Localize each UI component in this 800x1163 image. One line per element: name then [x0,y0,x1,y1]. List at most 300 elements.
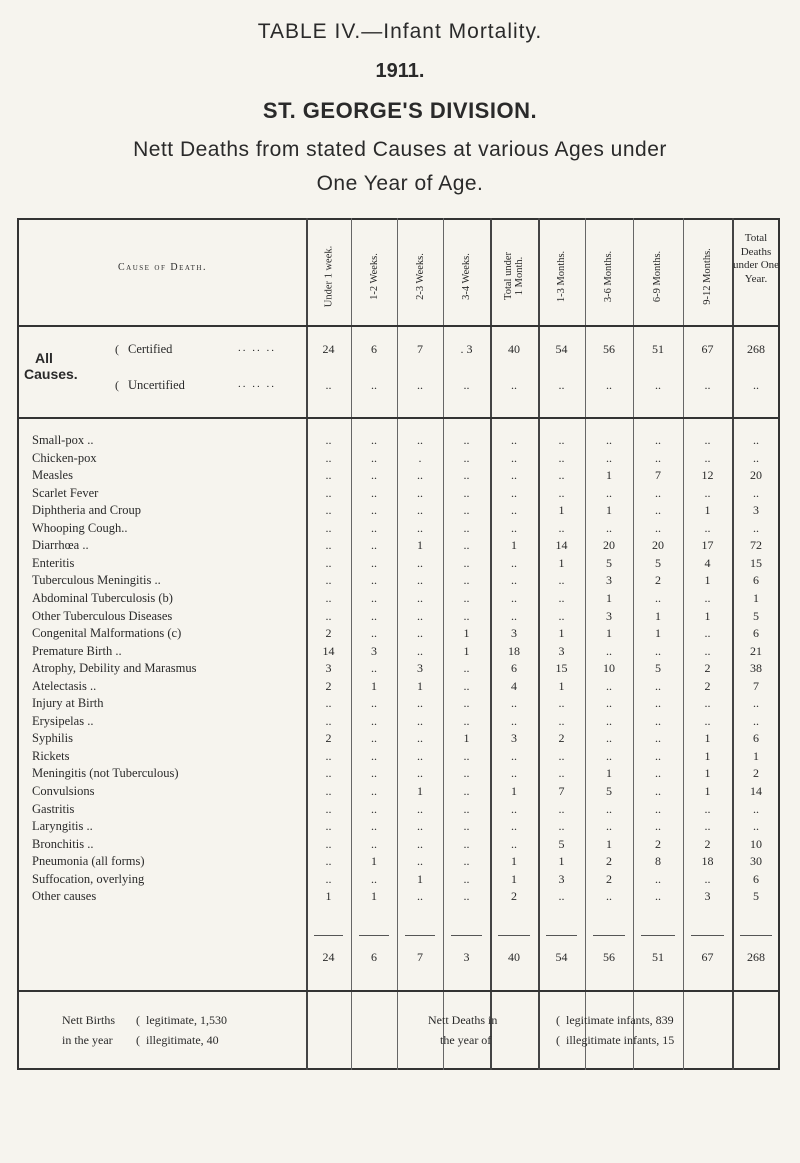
cause-row-cell: 14 [750,784,762,798]
cause-row-cell: 3 [511,626,517,640]
all-causes-cell: 7 [417,342,423,356]
all-causes-cell: .. [511,378,517,392]
cause-row-cell: 1 [606,503,612,517]
cause-row-cell: 1 [325,889,332,903]
cause-row-cell: .. [704,486,711,500]
cause-row-cell: .. [558,451,565,465]
all-causes-cell: 54 [555,342,568,356]
cause-row-cell: 2 [753,766,759,780]
subtitle-line-1: Nett Deaths from stated Causes at various Ages under [133,138,667,161]
cause-row-cell: .. [606,433,612,447]
cause-row-cell: 1 [753,749,759,763]
cause-row-cell: .. [371,837,377,851]
sum-rule [359,935,389,936]
cause-row-cell: .. [371,556,377,570]
totals-row-cell: 56 [603,950,615,964]
sum-rule [546,935,577,936]
brace-icon: ( [115,378,119,392]
cause-row-cell: 18 [508,644,520,658]
cause-row-cell: .. [511,451,517,465]
cause-row-cell: .. [753,486,759,500]
cause-row-cell: .. [511,749,517,763]
cause-row-cell: .. [463,784,470,798]
cause-row-cell: .. [417,468,423,482]
all-causes-cell: .. [325,378,332,392]
cause-row-cell: .. [558,609,565,623]
cause-row-cell: .. [417,889,423,903]
cause-row-cell: .. [371,503,377,517]
cause-row-cell: .. [371,433,377,447]
totals-row-cell: 67 [701,950,714,964]
cause-row-cell: 6 [753,872,759,886]
cause-row-cell: .. [558,802,565,816]
cause-row-cell: 72 [750,538,762,552]
cause-label: Rickets [32,749,70,763]
cause-label: Syphilis [32,731,73,745]
all-causes-cell: .. [704,378,711,392]
cause-row-cell: 15 [750,556,762,570]
sum-rule [405,935,435,936]
cause-row-cell: .. [511,468,517,482]
age-column-header [443,230,490,322]
cause-row-cell: .. [655,696,661,710]
all-causes-cell: .. [753,378,759,392]
cause-row-cell: 1 [371,854,377,868]
age-column-header [351,230,397,322]
cause-row-cell: 1 [463,644,470,658]
cause-row-cell: 1 [558,556,565,570]
totals-row-cell: 51 [652,950,664,964]
cause-row-cell: 1 [511,538,517,552]
cause-row-cell: .. [558,749,565,763]
cause-row-cell: .. [417,573,423,587]
cause-row-cell: .. [655,749,661,763]
cause-row-cell: 1 [511,854,517,868]
cause-row-cell: .. [463,749,470,763]
cause-row-cell: .. [417,433,423,447]
cause-row-cell: 5 [606,784,612,798]
cause-label: Atrophy, Debility and Marasmus [32,661,197,675]
cause-row-cell: 2 [606,854,612,868]
age-column-header [538,230,585,322]
cause-row-cell: 1 [655,626,661,640]
cause-row-cell: 1 [704,766,711,780]
cause-row-cell: .. [371,819,377,833]
cause-row-cell: .. [417,749,423,763]
cause-row-cell: 5 [655,661,661,675]
cause-row-cell: 8 [655,854,661,868]
cause-row-cell: .. [511,486,517,500]
cause-row-cell: 2 [325,679,332,693]
cause-row-cell: 5 [753,889,759,903]
cause-row-cell: 1 [417,679,423,693]
cause-row-cell: .. [704,433,711,447]
cause-row-cell: .. [463,696,470,710]
cause-row-cell: .. [704,644,711,658]
cause-row-cell: 1 [371,679,377,693]
cause-row-cell: .. [511,819,517,833]
totals-row-cell: 6 [371,950,377,964]
cause-label: Whooping Cough.. [32,521,128,535]
cause-row-cell: .. [417,819,423,833]
all-causes-cell: .. [606,378,612,392]
cause-row-cell: .. [371,451,377,465]
cause-row-cell: .. [606,714,612,728]
cause-row-cell: 30 [750,854,762,868]
cause-row-cell: .. [417,731,423,745]
cause-row-cell: .. [325,521,332,535]
all-causes-cell: 24 [322,342,335,356]
all-causes-cell: 56 [603,342,615,356]
cause-row-cell: 14 [555,538,568,552]
cause-row-cell: .. [558,468,565,482]
cause-row-cell: 1 [704,784,711,798]
cause-row-cell: 3 [704,889,711,903]
age-column-header [490,230,538,322]
cause-label: Abdominal Tuberculosis (b) [32,591,173,605]
cause-row-cell: 3 [606,609,612,623]
cause-row-cell: 1 [606,766,612,780]
cause-row-cell: 1 [704,503,711,517]
cause-row-cell: .. [558,819,565,833]
cause-row-cell: 2 [558,731,565,745]
age-column-label: 2-3 Weeks. [414,252,426,300]
totals-row-cell: 7 [417,950,423,964]
all-causes-rule [17,417,780,419]
cause-row-cell: .. [606,889,612,903]
cause-row-cell: .. [558,521,565,535]
table-title: TABLE IV.—Infant Mortality. [257,20,543,43]
cause-row-cell: .. [606,644,612,658]
cause-row-cell: .. [371,521,377,535]
cause-label: Measles [32,468,73,482]
cause-row-cell: .. [371,573,377,587]
header-rule [17,325,780,327]
cause-row-cell: .. [371,749,377,763]
cause-row-cell: .. [558,766,565,780]
cause-row-cell: .. [655,766,661,780]
cause-row-cell: 2 [655,837,661,851]
cause-row-cell: .. [558,433,565,447]
cause-row-cell: 1 [371,889,377,903]
cause-row-cell: .. [655,679,661,693]
leader-dots: .. .. .. [238,342,276,354]
brace-icon: ( [556,1013,560,1027]
all-causes-cell: 268 [747,342,765,356]
cause-row-cell: 1 [511,784,517,798]
cause-row-cell: 1 [417,538,423,552]
cause-row-cell: .. [606,802,612,816]
cause-row-cell: .. [417,714,423,728]
age-column-label: 9-12 Months. [702,247,713,305]
cause-row-cell: 2 [325,626,332,640]
cause-row-cell: .. [511,609,517,623]
cause-row-cell: 7 [558,784,565,798]
cause-row-cell: .. [463,451,470,465]
cause-row-cell: .. [417,644,423,658]
cause-row-cell: 1 [511,872,517,886]
cause-row-cell: 5 [558,837,565,851]
all-causes-cell: 51 [652,342,664,356]
cause-row-cell: 2 [606,872,612,886]
sum-rule [740,935,772,936]
cause-row-cell: .. [371,872,377,886]
births-illegitimate: illegitimate, 40 [146,1033,219,1047]
age-column-label: 3-4 Weeks. [460,252,472,300]
births-label-1: Nett Births [62,1013,115,1027]
age-column-header [683,230,732,322]
cause-row-cell: 1 [606,837,612,851]
cause-row-cell: .. [325,854,332,868]
cause-row-cell: .. [704,521,711,535]
cause-row-cell: .. [371,661,377,675]
cause-label: Gastritis [32,802,75,816]
cause-row-cell: .. [417,766,423,780]
all-causes-cell: .. [371,378,377,392]
deaths-legitimate: legitimate infants, 839 [566,1013,674,1027]
cause-row-cell: 1 [606,468,612,482]
cause-row-cell: .. [511,433,517,447]
cause-row-cell: .. [371,784,377,798]
cause-row-cell: .. [325,802,332,816]
cause-row-cell: 1 [606,626,612,640]
cause-row-cell: .. [325,819,332,833]
cause-row-cell: 14 [322,644,335,658]
cause-label: Scarlet Fever [32,486,99,500]
cause-row-cell: .. [606,679,612,693]
cause-row-cell: .. [704,802,711,816]
cause-row-cell: 21 [750,644,762,658]
column-rule [633,218,634,1070]
cause-row-cell: .. [704,872,711,886]
totals-row-cell: 3 [463,950,470,964]
cause-row-cell: .. [511,714,517,728]
cause-row-cell: .. [371,696,377,710]
cause-row-cell: .. [463,468,470,482]
cause-row-cell: .. [325,573,332,587]
all-causes-cell: .. [558,378,565,392]
cause-row-cell: 1 [417,784,423,798]
cause-row-cell: .. [753,696,759,710]
cause-label: Enteritis [32,556,75,570]
cause-row-cell: 1 [417,872,423,886]
sum-rule [498,935,530,936]
cause-row-cell: .. [325,766,332,780]
cause-row-cell: 1 [558,503,565,517]
cause-row-cell: .. [606,451,612,465]
all-causes-cell: .. [463,378,470,392]
cause-row-cell: .. [606,486,612,500]
cause-row-cell: .. [417,486,423,500]
age-column-header [306,230,351,322]
totals-row-cell: 268 [747,950,765,964]
cause-row-cell: 20 [603,538,615,552]
cause-row-cell: .. [753,802,759,816]
sum-rule [691,935,724,936]
cause-row-cell: .. [511,573,517,587]
cause-row-cell: .. [371,714,377,728]
cause-row-cell: .. [606,521,612,535]
all-causes-cell: 6 [371,342,377,356]
cause-row-cell: 1 [704,609,711,623]
cause-row-cell: .. [704,591,711,605]
cause-row-cell: 3 [558,644,565,658]
cause-row-cell: .. [371,609,377,623]
brace-icon: ( [115,342,119,356]
cause-row-cell: .. [463,591,470,605]
cause-row-cell: 2 [704,837,711,851]
deaths-label-2: the year of [440,1033,492,1047]
cause-column-header: Cause of Death. [117,262,207,273]
cause-row-cell: .. [655,591,661,605]
cause-row-cell: .. [511,802,517,816]
cause-row-cell: .. [463,854,470,868]
cause-label: Small-pox .. [32,433,94,447]
cause-row-cell: .. [558,696,565,710]
cause-row-cell: 1 [463,626,470,640]
cause-row-cell: 1 [704,573,711,587]
age-column-label: 1-2 Weeks. [368,252,380,300]
cause-row-cell: .. [325,486,332,500]
cause-row-cell: .. [463,609,470,623]
cause-row-cell: .. [655,644,661,658]
cause-label: Injury at Birth [32,696,104,710]
cause-row-cell: .. [463,521,470,535]
cause-row-cell: 2 [655,573,661,587]
cause-row-cell: 1 [704,749,711,763]
subtitle-line-2: One Year of Age. [316,172,484,195]
cause-row-cell: .. [325,433,332,447]
age-column-header [633,230,683,322]
cause-row-cell: .. [325,837,332,851]
cause-row-cell: 3 [558,872,565,886]
brace-icon: ( [136,1033,140,1047]
age-column-label: 3-6 Months. [603,250,615,302]
all-causes-label: All Causes. [24,350,78,382]
cause-row-cell: .. [558,591,565,605]
cause-row-cell: 5 [753,609,759,623]
cause-row-cell: .. [655,889,661,903]
cause-row-cell: .. [371,626,377,640]
cause-row-cell: .. [511,503,517,517]
cause-row-cell: .. [417,837,423,851]
cause-row-cell: .. [417,591,423,605]
cause-row-cell: 20 [750,468,762,482]
cause-row-cell: .. [753,819,759,833]
cause-row-cell: .. [704,626,711,640]
age-column-label: Total under 1 Month. [503,252,525,300]
cause-row-cell: 1 [704,731,711,745]
cause-label: Tuberculous Meningitis .. [32,573,161,587]
cause-row-cell: .. [655,714,661,728]
cause-row-cell: .. [463,433,470,447]
cause-row-cell: .. [558,486,565,500]
cause-row-cell: .. [417,503,423,517]
cause-row-cell: .. [417,521,423,535]
cause-label: Convulsions [32,784,95,798]
cause-row-cell: 4 [511,679,517,693]
cause-row-cell: 1 [463,731,470,745]
cause-row-cell: .. [655,503,661,517]
cause-row-cell: .. [463,661,470,675]
cause-row-cell: .. [753,521,759,535]
cause-row-cell: 3 [753,503,759,517]
cause-row-cell: 6 [753,626,759,640]
cause-label: Premature Birth .. [32,644,122,658]
cause-label: Other causes [32,889,97,903]
all-causes-cell: .. [417,378,423,392]
cause-row-cell: .. [417,696,423,710]
cause-row-cell: 17 [701,538,714,552]
cause-row-cell: .. [655,486,661,500]
all-causes-cell: 40 [508,342,520,356]
cause-row-cell: .. [704,451,711,465]
cause-label: Diphtheria and Croup [32,503,142,517]
cause-row-cell: .. [606,819,612,833]
cause-row-cell: 1 [558,626,565,640]
cause-row-cell: 38 [750,661,762,675]
cause-row-cell: .. [463,837,470,851]
cause-row-cell: .. [511,766,517,780]
cause-row-cell: 1 [606,591,612,605]
cause-row-cell: 1 [655,609,661,623]
age-column-header [585,230,633,322]
leader-dots: .. .. .. [238,378,276,390]
deaths-label-1: Nett Deaths in [428,1013,498,1027]
cause-row-cell: .. [463,679,470,693]
cause-row-cell: 7 [753,679,759,693]
cause-label: Congenital Malformations (c) [32,626,182,640]
cause-row-cell: .. [417,556,423,570]
totals-row-cell: 24 [322,950,335,964]
cause-row-cell: 20 [652,538,664,552]
cause-row-cell: .. [463,486,470,500]
cause-row-cell: .. [511,696,517,710]
cause-row-cell: 1 [558,679,565,693]
cause-row-cell: . [418,451,422,465]
column-rule [585,218,586,1070]
table-year: 1911. [375,60,425,82]
cause-row-cell: .. [655,802,661,816]
totals-row-cell: 40 [508,950,520,964]
cause-label: Other Tuberculous Diseases [32,609,173,623]
column-rule [683,218,684,1070]
cause-row-cell: .. [371,538,377,552]
cause-row-cell: .. [325,714,332,728]
cause-label: Bronchitis .. [32,837,94,851]
deaths-illegitimate: illegitimate infants, 15 [566,1033,675,1047]
cause-label: Erysipelas .. [32,714,94,728]
cause-row-cell: 2 [704,661,711,675]
cause-row-cell: 1 [753,591,759,605]
age-column-label: 1-3 Months. [556,250,567,302]
cause-row-cell: .. [463,556,470,570]
cause-row-cell: .. [463,889,470,903]
cause-row-cell: .. [704,819,711,833]
cause-row-cell: 18 [701,854,714,868]
cause-row-cell: .. [558,889,565,903]
cause-row-cell: .. [325,591,332,605]
total-column-header: Total Deaths under One Year. [732,232,780,285]
cause-row-cell: 10 [750,837,762,851]
cause-row-cell: 2 [325,731,332,745]
totals-row-cell: 54 [555,950,568,964]
all-causes-row-label: Uncertified [128,378,185,392]
cause-label: Meningitis (not Tuberculous) [32,766,179,780]
cause-row-cell: .. [325,609,332,623]
cause-row-cell: 4 [704,556,711,570]
cause-row-cell: .. [463,503,470,517]
